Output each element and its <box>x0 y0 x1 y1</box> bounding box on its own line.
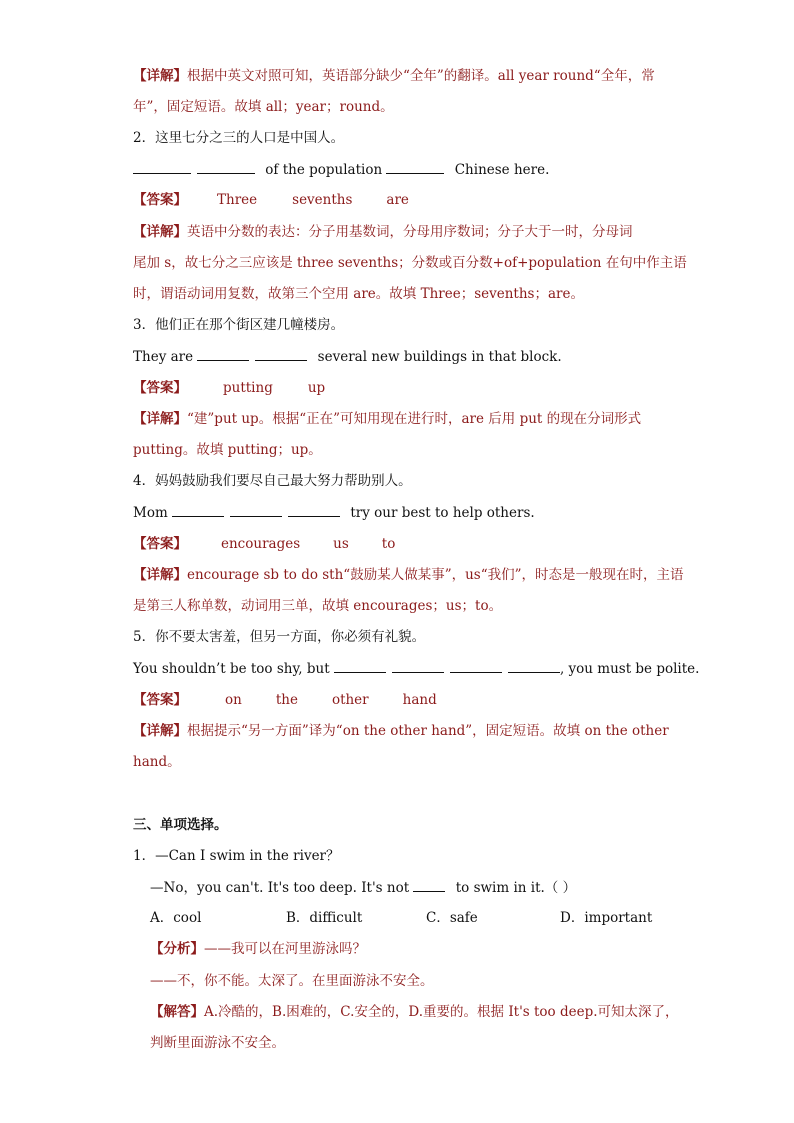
answer-blank[interactable] <box>386 159 444 174</box>
explanation-text: 根据中英文对照可知，英语部分缺少“全年”的翻译。all year round“全年，常 <box>187 68 655 84</box>
answer-tag: 【答案】 <box>133 192 187 208</box>
explanation-5-line: hand。 <box>133 754 181 770</box>
explanation-text: encourage sb to do sth“鼓励某人做某事”，us“我们”，时态是一般现在时，主语 <box>187 567 684 583</box>
answer-word: on <box>225 692 242 708</box>
analysis-text: ——我可以在河里游泳吗？ <box>204 941 366 957</box>
answer-blank[interactable] <box>172 502 224 517</box>
answer-blank[interactable] <box>255 346 307 361</box>
sentence-part: You shouldn’t be too shy, but <box>133 661 334 677</box>
answer-blank[interactable] <box>508 658 560 673</box>
answer-blank[interactable] <box>450 658 502 673</box>
section-heading: 三、单项选择。 <box>133 817 228 833</box>
answer-word: Three <box>217 192 258 208</box>
answer-word: sevenths <box>292 192 353 208</box>
question-5-sentence <box>133 658 699 679</box>
option-b[interactable]: B．difficult <box>286 910 363 926</box>
explanation-text: “建”put up。根据“正在”可知用现在进行时，are 后用 put 的现在分词形式 <box>187 411 642 427</box>
sentence-part: They are <box>133 349 198 365</box>
explanation-2-line: 尾加 s，故七分之三应该是 three sevenths；分数或百分数+of+population 在句中作主语 <box>133 255 687 271</box>
option-c[interactable]: C．safe <box>426 910 478 926</box>
explanation-2-line <box>133 222 633 242</box>
explanation-3-line: putting。故填 putting；up。 <box>133 442 322 458</box>
answer-blank[interactable] <box>413 877 445 892</box>
solution-line <box>150 1002 679 1022</box>
answer-blank[interactable] <box>392 658 444 673</box>
answer-word: hand <box>402 692 437 708</box>
solution-line: 判断里面游泳不安全。 <box>150 1035 285 1051</box>
sentence-part: Mom <box>133 505 173 521</box>
answer-blank[interactable] <box>197 346 249 361</box>
answer-2 <box>133 190 409 210</box>
analysis-line: ——不，你不能。太深了。在里面游泳不安全。 <box>150 973 434 989</box>
explanation-tag: 【详解】 <box>133 567 187 583</box>
answer-blank[interactable] <box>334 658 386 673</box>
answer-blank[interactable] <box>230 502 282 517</box>
question-2-chinese: 2．这里七分之三的人口是中国人。 <box>133 130 345 146</box>
option-a[interactable]: A．cool <box>150 910 202 926</box>
answer-word: other <box>331 692 369 708</box>
analysis-line <box>150 939 366 959</box>
explanation-5-line <box>133 721 669 741</box>
sentence-part: of the population <box>261 162 387 178</box>
question-3-chinese: 3．他们正在那个街区建几幢楼房。 <box>133 317 345 333</box>
analysis-tag: 【分析】 <box>150 941 204 957</box>
answer-word: us <box>333 536 349 552</box>
answer-word: putting <box>223 380 273 396</box>
question-3-sentence <box>133 346 562 367</box>
option-d[interactable]: D．important <box>560 910 653 926</box>
sentence-part: to swim in it.（ ） <box>451 880 577 896</box>
answer-tag: 【答案】 <box>133 692 187 708</box>
explanation-tag: 【详解】 <box>133 224 187 240</box>
explanation-tag: 【详解】 <box>133 723 187 739</box>
answer-word: encourages <box>221 536 301 552</box>
sentence-part: , you must be polite. <box>559 661 700 677</box>
answer-word: to <box>381 536 396 552</box>
explanation-line: 年”，固定短语。故填 all；year；round。 <box>133 99 394 115</box>
answer-5 <box>133 690 437 710</box>
question-5-chinese: 5．你不要太害羞，但另一方面，你必须有礼貌。 <box>133 629 426 645</box>
answer-blank[interactable] <box>197 159 255 174</box>
solution-tag: 【解答】 <box>150 1004 204 1020</box>
answer-blank[interactable] <box>133 159 191 174</box>
answer-blank[interactable] <box>288 502 340 517</box>
explanation-2-line: 时，谓语动词用复数，故第三个空用 are。故填 Three；sevenths；are。 <box>133 286 584 302</box>
explanation-text: 根据提示“另一方面”译为“on the other hand”，固定短语。故填 on the other <box>187 723 669 739</box>
explanation-4-line: 是第三人称单数，动词用三单，故填 encourages；us；to。 <box>133 598 503 614</box>
answer-word: the <box>275 692 298 708</box>
sentence-part: try our best to help others. <box>346 505 535 521</box>
explanation-text: 英语中分数的表达：分子用基数词，分母用序数词；分子大于一时，分母词 <box>187 224 633 240</box>
mc-options <box>150 908 652 928</box>
question-4-chinese: 4．妈妈鼓励我们要尽自己最大努力帮助别人。 <box>133 473 412 489</box>
question-4-sentence <box>133 502 535 523</box>
answer-3 <box>133 378 325 398</box>
explanation-line <box>133 66 655 86</box>
answer-tag: 【答案】 <box>133 536 187 552</box>
sentence-part: several new buildings in that block. <box>313 349 562 365</box>
answer-4 <box>133 534 395 554</box>
question-2-sentence <box>133 159 549 180</box>
solution-text: A.冷酷的，B.困难的，C.安全的，D.重要的。根据 It's too deep.可知太深了， <box>204 1004 679 1020</box>
explanation-4-line <box>133 565 684 585</box>
answer-tag: 【答案】 <box>133 380 187 396</box>
explanation-3-line <box>133 409 641 429</box>
explanation-tag: 【详解】 <box>133 68 187 84</box>
answer-word: up <box>307 380 326 396</box>
mc-question-1: 1．—Can I swim in the river？ <box>133 848 340 864</box>
sentence-part: —No，you can't. It's too deep. It's not <box>150 880 414 896</box>
answer-word: are <box>386 192 409 208</box>
explanation-tag: 【详解】 <box>133 411 187 427</box>
mc-question-1-line2 <box>150 877 576 898</box>
sentence-part: Chinese here. <box>450 162 550 178</box>
